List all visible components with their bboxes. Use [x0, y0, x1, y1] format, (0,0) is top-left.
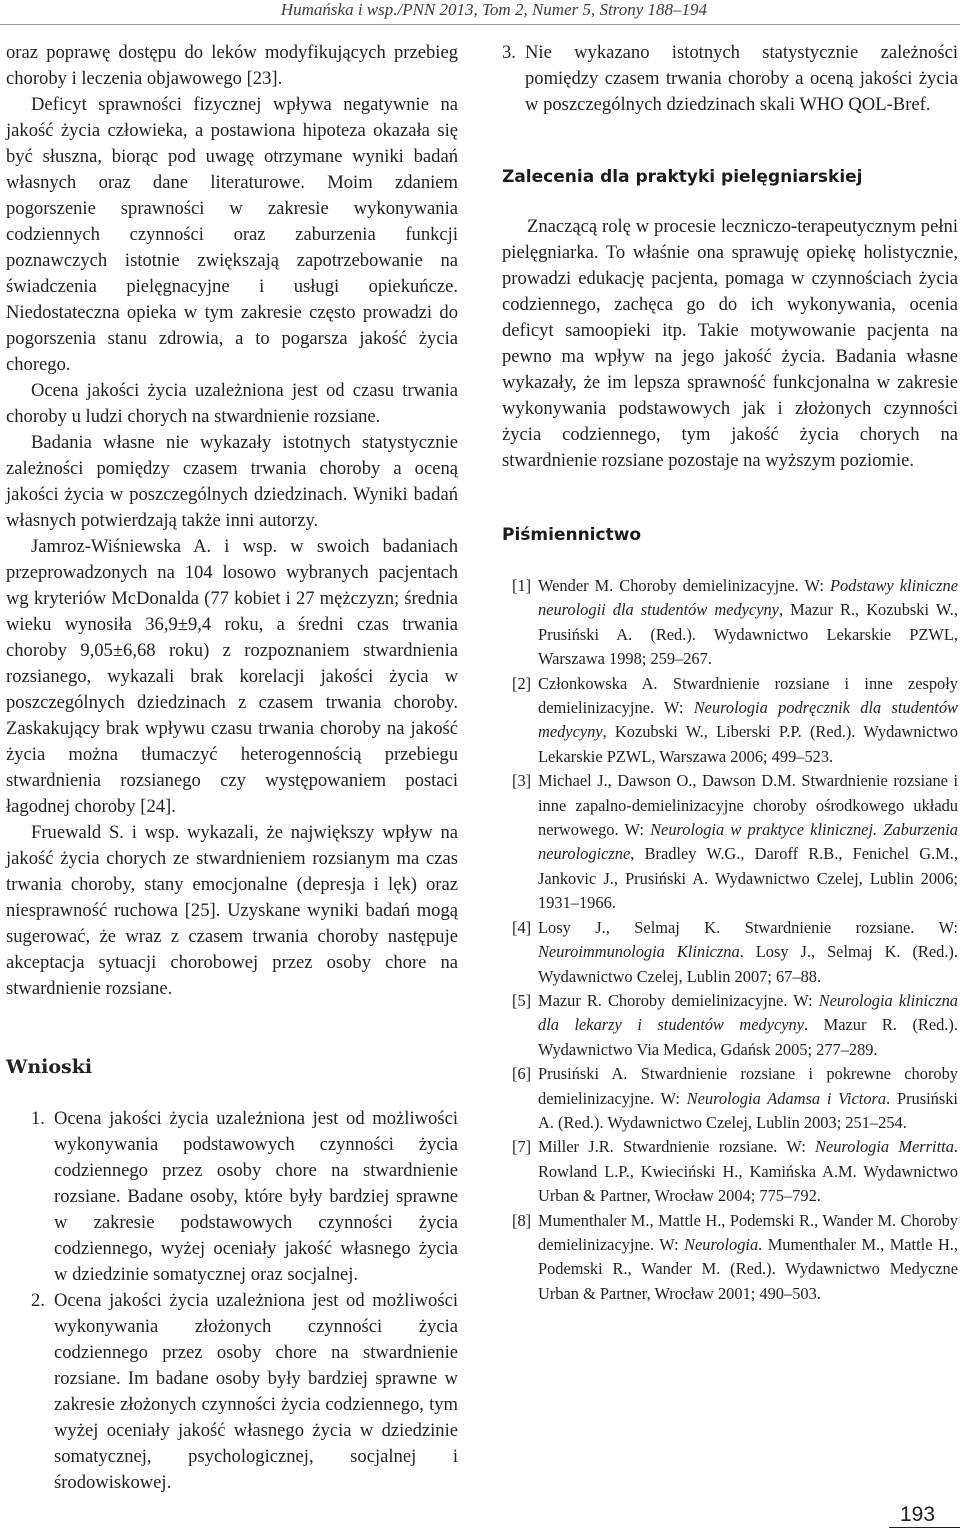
- reference-text: . Prusiński A. (Red.). Wydawnictwo Czelej, Lublin 2003; 251–254.: [538, 1088, 958, 1132]
- conclusion-number: 3.: [502, 42, 516, 63]
- header-divider: [0, 24, 960, 25]
- footer-divider: [889, 1527, 960, 1528]
- conclusions-heading: Wnioski: [6, 1056, 93, 1078]
- reference-number: [1]: [512, 576, 532, 595]
- reference-number: [4]: [512, 917, 532, 937]
- reference-text: Mazur R. Choroby demielinizacyjne. W:: [538, 990, 819, 1010]
- body-paragraph: Ocena jakości życia uzależniona jest od czasu trwania choroby u ludzi chorych na stwardnienie rozsiane.: [6, 380, 458, 427]
- reference-item: [502, 989, 958, 1062]
- conclusion-text: Nie wykazano istotnych statystycznie zależności pomiędzy czasem trwania choroby a oceną jakości życia w poszczególnych dziedzinach skali WHO QOL-Bref.: [525, 42, 958, 115]
- reference-text: . Losy J., Selmaj K. (Red.). Wydawnictwo Czelej, Lublin 2007; 67–88.: [538, 942, 958, 986]
- conclusion-item: [6, 1288, 458, 1496]
- conclusion-item: [6, 1106, 458, 1288]
- right-column: [502, 40, 958, 1306]
- conclusion-text: Ocena jakości życia uzależniona jest od możliwości wykonywania złożonych czynności życia codziennego przez osoby chore na stwardnienie rozsiane. Im badane osoby były bardziej sprawne w zakresie złożonych czynności życia codziennego, tym wyżej oceniały jakość własnego życia w dziedzinie somatycznej, psychologicznej, socjalnej i środowiskowej.: [54, 1290, 458, 1493]
- reference-text: Michael J., Dawson O., Dawson D.M. Stwardnienie rozsiane i inne zapalno-demielinizacyjne choroby ośrodkowego układu nerwowego. W:: [538, 771, 958, 840]
- reference-text: . Rowland L.P., Kwieciński H., Kamińska A.M. Wydawnictwo Urban & Partner, Wrocław 2004; 775–792.: [538, 1137, 958, 1206]
- conclusion-number: 2.: [31, 1290, 45, 1311]
- references-list: [502, 574, 958, 1306]
- reference-text: Członkowska A. Stwardnienie rozsiane i inne zespoły demielinizacyjne. W:: [538, 673, 958, 718]
- reference-title: Neurologia podręcznik dla studentów medycyny: [538, 698, 958, 742]
- reference-text: Wender M. Choroby demielinizacyjne. W:: [538, 576, 830, 595]
- reference-number: [2]: [512, 673, 532, 693]
- reference-title: Neurologia: [684, 1234, 759, 1254]
- body-paragraph: Deficyt sprawności fizycznej wpływa negatywnie na jakość życia człowieka, a postawiona hipoteza okazała się być słuszna, biorąc pod uwagę otrzymane wyniki badań własnych oraz dane literaturowe. Moim zdaniem pogorszenie sprawności w zakresie wykonywania codziennych czynności oraz zaburzenia funkcji poznawczych istotnie zwiększają zapotrzebowanie na świadczenia pielęgnacyjne i usługi opiekuńcze. Niedostateczna opieka w tym zakresie często prowadzi do pogorszenia stanu zdrowia, a to pogarsza jakość życia chorego.: [6, 94, 458, 375]
- reference-number: [3]: [512, 771, 532, 791]
- reference-title: Neurologia kliniczna dla lekarzy i studentów medycyny: [538, 990, 958, 1035]
- references-heading: Piśmiennictwo: [502, 525, 642, 545]
- reference-item: [502, 769, 958, 915]
- conclusions-list-continued: [502, 40, 958, 118]
- reference-item: [502, 1062, 958, 1135]
- body-paragraph: Fruewald S. i wsp. wykazali, że największy wpływ na jakość życia chorych ze stwardnieniem rozsianym ma czas trwania choroby, stany emocjonalne (depresja i lęk) oraz niesprawność ruchowa [25]. Uzyskane wyniki badań mogą sugerować, że wraz z czasem trwania choroby następuje akceptacja sytuacji chorobowej przez osoby chore na stwardnienie rozsiane.: [6, 822, 458, 999]
- reference-text: , Mazur R., Kozubski W., Prusiński A. (Red.). Wydawnictwo Lekarskie PZWL, Warszawa 1998; 259–267.: [538, 600, 958, 669]
- reference-title: Neuroimmunologia Kliniczna: [538, 942, 740, 962]
- conclusion-item: [502, 40, 958, 118]
- reference-number: [6]: [512, 1064, 532, 1084]
- body-paragraph: Jamroz-Wiśniewska A. i wsp. w swoich badaniach przeprowadzonych na 104 losowo wybranych pacjentach wg kryteriów McDonalda (77 kobiet i 27 mężczyzn; średnia wieku wynosiła 36,9±9,4 roku, a średni czas trwania choroby 9,05±6,68 roku) z rozpoznaniem stwardnienia rozsianego, wykazali brak korelacji jakości życia w poszczególnych dziedzinach z czasem trwania choroby. Zaskakujący brak wpływu czasu trwania choroby na jakość życia można tłumaczyć heterogennością przebiegu stwardnienia rozsianego czy występowaniem postaci łagodnej choroby [24].: [6, 536, 458, 817]
- recommendations-heading: Zalecenia dla praktyki pielęgniarskiej: [502, 167, 863, 187]
- reference-number: [5]: [512, 990, 532, 1010]
- reference-text: Losy J., Selmaj K. Stwardnienie rozsiane. W:: [538, 917, 958, 937]
- reference-item: [502, 1209, 958, 1307]
- reference-text: Mumenthaler M., Mattle H., Podemski R., Wander M. Choroby demielinizacyjne. W:: [538, 1210, 958, 1254]
- reference-text: . Mumenthaler M., Mattle H., Podemski R., Wander M. (Red.). Wydawnictwo Medyczne Urban & Partner, Wrocław 2001; 490–503.: [538, 1234, 958, 1303]
- body-paragraph: Badania własne nie wykazały istotnych statystycznie zależności pomiędzy czasem trwania choroby a oceną jakości życia w poszczególnych dziedzinach. Wyniki badań własnych potwierdzają także inni autorzy.: [6, 432, 458, 531]
- conclusions-list: [6, 1106, 458, 1496]
- reference-text: Miller J.R. Stwardnienie rozsiane. W:: [538, 1137, 816, 1157]
- conclusion-number: 1.: [31, 1108, 45, 1129]
- reference-title: Neurologia Merritta: [815, 1137, 954, 1157]
- reference-number: [8]: [512, 1210, 532, 1230]
- reference-text: , Kozubski W., Liberski P.P. (Red.). Wydawnictwo Lekarskie PZWL, Warszawa 2006; 499–523.: [538, 722, 958, 766]
- body-paragraph: oraz poprawę dostępu do leków modyfikujących przebieg choroby i leczenia objawowego [23].: [6, 42, 458, 89]
- conclusion-text: Ocena jakości życia uzależniona jest od możliwości wykonywania podstawowych czynności życia codziennego przez osoby chore na stwardnienie rozsiane. Badane osoby, które były bardziej sprawne w zakresie podstawowych czynności życia codziennego, wyżej oceniały jakość własnego życia w dziedzinie somatycznej oraz socjalnej.: [54, 1108, 458, 1285]
- reference-item: [502, 672, 958, 770]
- page-number: 193: [900, 1503, 936, 1526]
- reference-text: Prusiński A. Stwardnienie rozsiane i pokrewne choroby demielinizacyjne. W:: [538, 1064, 958, 1108]
- reference-item: [502, 916, 958, 989]
- reference-title: Podstawy kliniczne neurologii dla studentów medycyny: [538, 576, 959, 620]
- recommendations-paragraph: Znaczącą rolę w procesie leczniczo-terapeutycznym pełni pielęgniarka. To właśnie ona sprawuję opiekę holistycznie, prowadzi edukację pacjenta, pomaga w czynnościach życia codziennego, zachęca go do ich wykonywania, ocenia deficyt samoopieki itp. Takie motywowanie pacjenta na pewno ma wpływ na jego jakość życia. Badania własne wykazały, że im lepsza sprawność funkcjonalna w zakresie wykonywania podstawowych jak i złożonych czynności życia codziennego, tym jakość życia chorych na stwardnienie rozsiane pozostaje na wyższym poziomie.: [502, 216, 958, 471]
- reference-number: [7]: [512, 1137, 532, 1157]
- running-header: Humańska i wsp./PNN 2013, Tom 2, Numer 5, Strony 188–194: [280, 0, 707, 19]
- reference-item: [502, 574, 958, 672]
- reference-text: , Bradley W.G., Daroff R.B., Fenichel G.M., Jankovic J., Prusiński A. Wydawnictwo Czelej, Lublin 2006; 1931–1966.: [538, 844, 958, 913]
- left-column: [6, 40, 458, 1496]
- reference-title: Neurologia w praktyce klinicznej. Zaburzenia neurologiczne: [538, 820, 958, 864]
- reference-title: Neurologia Adamsa i Victora: [686, 1088, 887, 1108]
- reference-item: [502, 1135, 958, 1208]
- reference-text: . Mazur R. (Red.). Wydawnictwo Via Medica, Gdańsk 2005; 277–289.: [538, 1015, 958, 1059]
